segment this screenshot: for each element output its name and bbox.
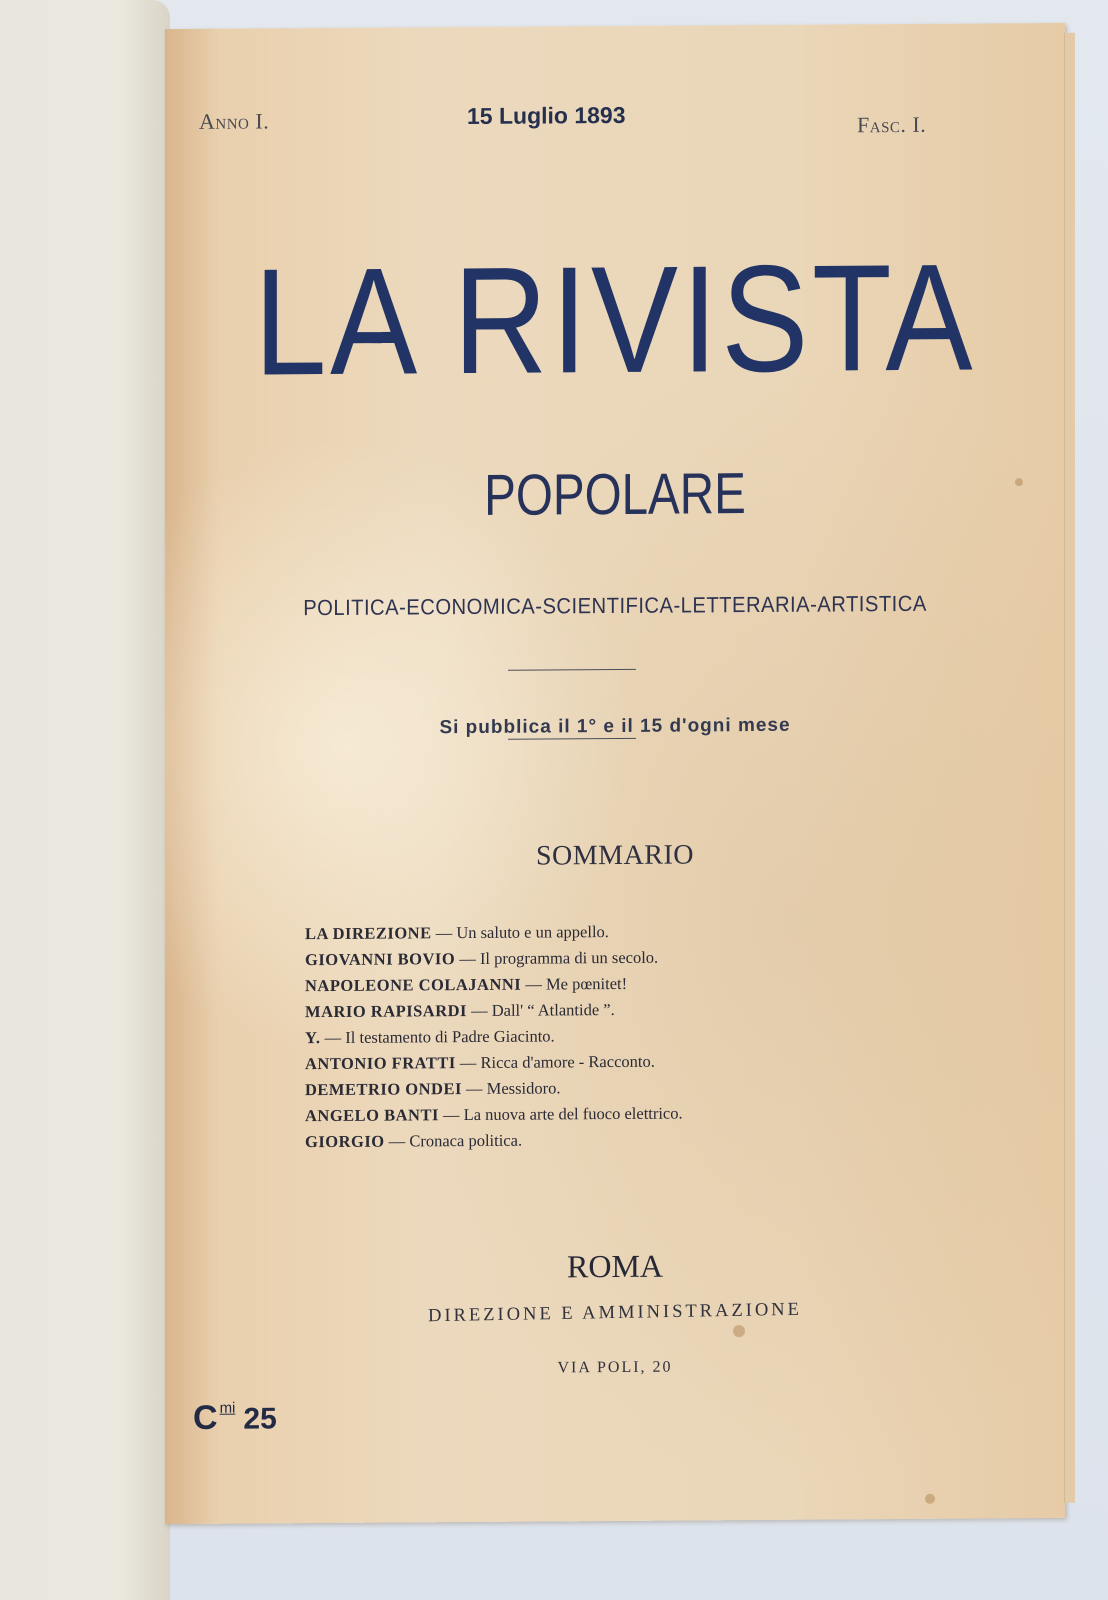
masthead-title: LA RIVISTA <box>253 232 977 408</box>
publication-city: ROMA <box>566 1247 663 1285</box>
divider-top <box>508 669 636 671</box>
foxing-stain <box>925 1494 935 1504</box>
toc-item: ANGELO BANTI — La nuova arte del fuoco elettrico. <box>305 1103 683 1126</box>
divider-bottom <box>508 738 636 740</box>
toc-item: NAPOLEONE COLAJANNI — Me pœnitet! <box>305 973 628 996</box>
toc-item: LA DIREZIONE — Un saluto e un appello. <box>305 922 609 944</box>
office-label: DIREZIONE E AMMINISTRAZIONE <box>427 1299 803 1327</box>
issue-date: 15 Luglio 1893 <box>467 101 626 130</box>
office-address: VIA POLI, 20 <box>557 1358 673 1377</box>
publication-frequency: Si pubblica il 1° e il 15 d'ogni mese <box>439 714 791 739</box>
toc-item: GIOVANNI BOVIO — Il programma di un secolo. <box>305 947 659 970</box>
foxing-stain <box>1015 478 1023 486</box>
subject-fields: POLITICA-ECONOMICA-SCIENTIFICA-LETTERARIA-ARTISTICA <box>303 590 927 621</box>
masthead-subtitle: POPOLARE <box>484 461 746 528</box>
summary-heading: SOMMARIO <box>535 839 695 872</box>
facing-blank-page <box>0 0 170 1600</box>
toc-item: ANTONIO FRATTI — Ricca d'amore - Racconto. <box>305 1051 655 1074</box>
magazine-cover <box>165 23 1065 1524</box>
page-edge <box>1064 33 1075 1503</box>
toc-item: GIORGIO — Cronaca politica. <box>305 1130 523 1152</box>
table-of-contents <box>305 917 865 1155</box>
toc-item: MARIO RAPISARDI — Dall' “ Atlantide ”. <box>305 1000 615 1022</box>
volume-label: Anno I. <box>199 108 270 134</box>
toc-item: DEMETRIO ONDEI — Messidoro. <box>305 1078 561 1100</box>
issue-number: Fasc. I. <box>857 111 927 138</box>
toc-item: Y. — Il testamento di Padre Giacinto. <box>305 1026 555 1048</box>
price-stamp: Cmi 25 <box>193 1398 277 1437</box>
foxing-stain <box>733 1325 745 1337</box>
